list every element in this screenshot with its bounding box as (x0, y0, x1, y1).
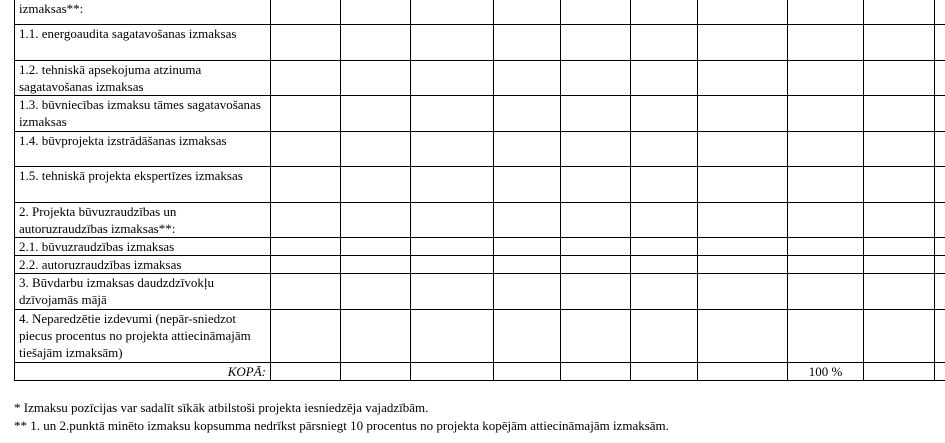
footnote-2: ** 1. un 2.punktā minēto izmaksu kopsumma nedrīkst pārsniegt 10 procentus no projekta kopējām attiecināmajām izmaksām. (14, 418, 669, 433)
row-label: 1.3. būvniecības izmaksu tāmes sagatavošanas izmaksas (15, 95, 271, 131)
total-percent: 100 % (788, 362, 864, 380)
row-label: 1.5. tehniskā projekta ekspertīzes izmaksas (15, 166, 271, 202)
table-row (15, 237, 945, 255)
table-row (15, 273, 945, 309)
row-label: 2. Projekta būvuzraudzības un autoruzraudzības izmaksas**: (15, 202, 271, 237)
table-row (15, 255, 945, 273)
table-row (15, 60, 945, 95)
table-row (15, 24, 945, 60)
cost-table (14, 0, 945, 381)
row-label: 4. Neparedzētie izdevumi (nepār-sniedzot piecus procentus no projekta attiecināmajām tiešajām izmaksām) (15, 309, 271, 362)
total-row (15, 362, 945, 380)
row-label: izmaksas**: (15, 0, 271, 24)
row-label: 2.1. būvuzraudzības izmaksas (15, 237, 271, 255)
footnotes (14, 399, 939, 435)
row-label: 2.2. autoruzraudzības izmaksas (15, 255, 271, 273)
table-row (15, 309, 945, 362)
table-row (15, 166, 945, 202)
table-row (15, 131, 945, 166)
table-row (15, 95, 945, 131)
cost-table-container (14, 0, 934, 381)
row-label: 1.2. tehniskā apsekojuma atzinuma sagatavošanas izmaksas (15, 60, 271, 95)
row-label: 3. Būvdarbu izmaksas daudzdzīvokļu dzīvojamās mājā (15, 273, 271, 309)
table-row (15, 0, 945, 24)
row-label: 1.1. energoaudita sagatavošanas izmaksas (15, 24, 271, 60)
total-label: KOPĀ: (15, 362, 271, 380)
footnote-1: * Izmaksu pozīcijas var sadalīt sīkāk atbilstoši projekta iesniedzēja vajadzībām. (14, 400, 429, 415)
row-label: 1.4. būvprojekta izstrādāšanas izmaksas (15, 131, 271, 166)
table-row (15, 202, 945, 237)
